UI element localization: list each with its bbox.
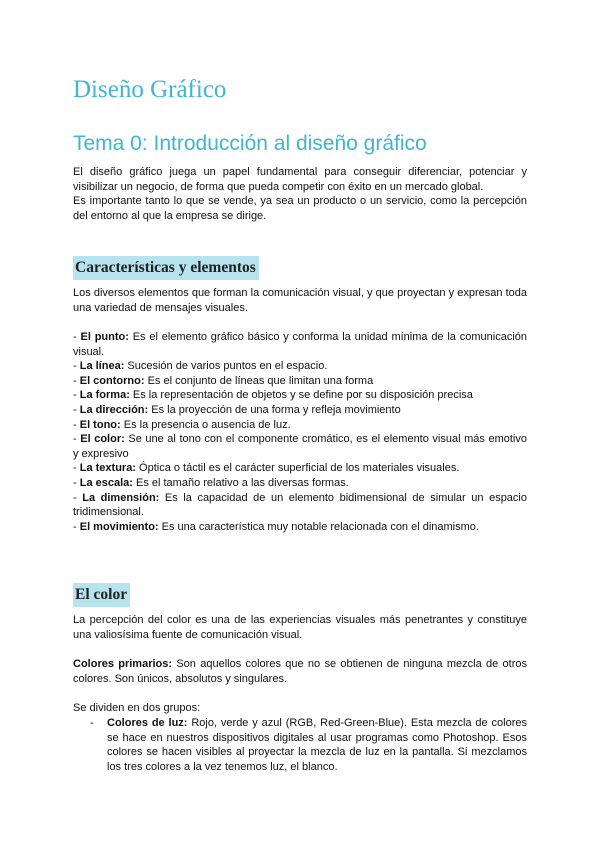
term: El punto: (80, 331, 129, 343)
intro-paragraph-1: El diseño gráfico juega un papel fundamental para conseguir diferenciar, potenciar y visibilizar un negocio, de forma que pueda competir con éxito en un mercado global. (73, 166, 527, 193)
list-item: - La dirección: Es la proyección de una forma y refleja movimiento (73, 403, 401, 416)
term: Colores de luz: (107, 717, 188, 729)
characteristics-lead: Los diversos elementos que forman la comunicación visual, y que proyectan y expresan toda una variedad de mensajes visuales. (73, 287, 527, 314)
list-item: - El punto: Es el elemento gráfico básico y conforma la unidad mínima de la comunicación visual. (73, 331, 527, 358)
list-item: - Colores de luz: Rojo, verde y azul (RGB, Red-Green-Blue). Esta mezcla de colores se hace en nuestros dispositivos digitales al usar programas como Photoshop. Esos colores se hacen visibles al proyectar la mezcla de luz en la pantalla. Si mezclamos los tres colores a la vez tenemos luz, el blanco. (90, 717, 528, 773)
term: El contorno: (79, 374, 145, 387)
list-item: - El tono: Es la presencia o ausencia de luz. (73, 418, 291, 431)
color-heading: El color (73, 583, 130, 607)
term: La forma: (79, 389, 130, 402)
term: El movimiento: (79, 520, 159, 533)
topic-title: Tema 0: Introducción al diseño gráfico (73, 132, 427, 155)
term: La dirección: (79, 403, 149, 416)
primaries-paragraph: Colores primarios: Son aquellos colores que no se obtienen de ninguna mezcla de otros colores. Son únicos, absolutos y singulares. (73, 658, 527, 685)
list-item: - El contorno: Es el conjunto de líneas que limitan una forma (73, 374, 374, 387)
list-item: - La escala: Es el tamaño relativo a las diversas formas. (73, 476, 349, 489)
color-groups-list (73, 716, 527, 774)
intro-section (73, 165, 527, 223)
intro-paragraph-2: Es importante tanto lo que se vende, ya sea un producto o un servicio, como la percepción del entorno al que la empresa se dirige. (73, 195, 527, 222)
primaries-paragraph-wrap (73, 657, 527, 686)
term: La dimensión: (82, 491, 160, 504)
term: La escala: (79, 476, 133, 489)
color-lead-wrap (73, 613, 527, 642)
characteristics-heading-wrap (73, 256, 527, 280)
list-item: - La forma: Es la representación de objetos y se define por su disposición precisa (73, 389, 473, 402)
list-item: - La textura: Óptica o táctil es el carácter superficial de los materiales visuales. (73, 462, 460, 475)
term: El color: (80, 433, 125, 446)
term: La textura: (79, 462, 136, 475)
term: La línea: (79, 360, 125, 373)
term: El tono: (79, 418, 121, 431)
list-item: - La línea: Sucesión de varios puntos en el espacio. (73, 360, 328, 373)
list-item: - El color: Se une al tono con el componente cromático, es el elemento visual más emotivo y expresivo (73, 433, 527, 460)
document-title: Diseño Gráfico (73, 76, 227, 103)
list-item: - El movimiento: Es una característica muy notable relacionada con el dinamismo. (73, 520, 479, 533)
primaries-term: Colores primarios: (73, 658, 173, 670)
characteristics-list (73, 330, 527, 534)
dash-bullet: - (90, 717, 94, 729)
list-item: - La dimensión: Es la capacidad de un elemento bidimensional de simular un espacio tridimensional. (73, 491, 527, 519)
characteristics-lead-wrap (73, 286, 527, 315)
groups-intro: Se dividen en dos grupos: (73, 702, 201, 714)
color-lead: La percepción del color es una de las experiencias visuales más penetrantes y constituye una valiosísima fuente de comunicación visual. (73, 614, 527, 641)
characteristics-heading: Características y elementos (73, 256, 259, 280)
groups-intro-wrap (73, 701, 527, 716)
color-heading-wrap (73, 583, 527, 607)
